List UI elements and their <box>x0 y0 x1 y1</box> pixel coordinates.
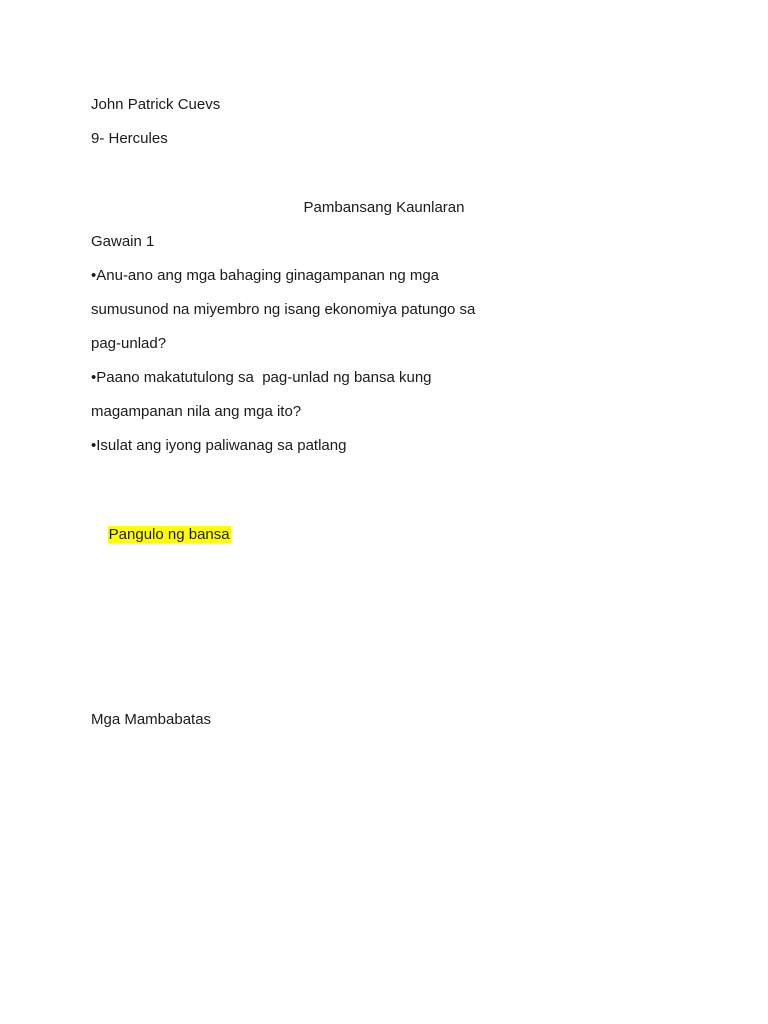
instruction-line-1: •Anu-ano ang mga bahaging ginagampanan ng mga <box>91 267 440 284</box>
activity-label: Gawain 1 <box>91 233 155 250</box>
instruction-line-2: sumusunod na miyembro ng isang ekonomiya patungo sa <box>91 301 476 318</box>
author-name: John Patrick Cuevs <box>91 96 221 113</box>
instruction-line-5: magampanan nila ang mga ito? <box>91 403 302 420</box>
section-name: 9- Hercules <box>91 130 168 147</box>
highlighted-text: Pangulo ng bansa <box>108 526 230 543</box>
heading-president <box>91 505 231 565</box>
heading-legislators: Mga Mambabatas <box>91 711 212 728</box>
document-title: Pambansang Kaunlaran <box>303 199 465 216</box>
instruction-line-3: pag-unlad? <box>91 335 167 352</box>
instruction-line-4: •Paano makatutulong sa pag-unlad ng bansa kung <box>91 369 432 386</box>
instruction-line-6: •Isulat ang iyong paliwanag sa patlang <box>91 437 347 454</box>
